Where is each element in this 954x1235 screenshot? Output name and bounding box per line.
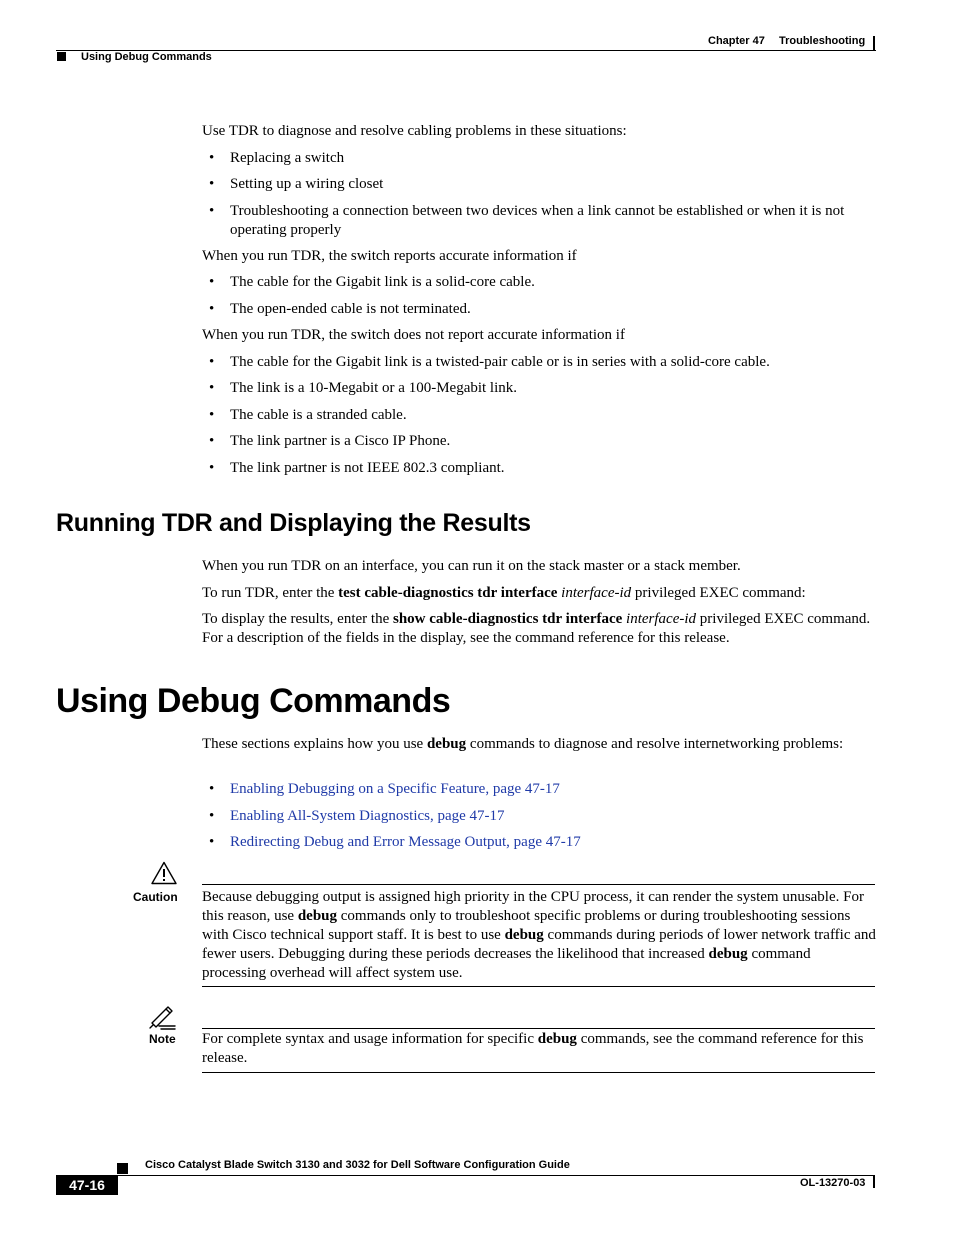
show-tdr-command-paragraph: To display the results, enter the show cable-diagnostics tdr interface interface-id privileged EXEC command. For a description of the fields in the display, see the command reference for this release. — [202, 611, 871, 646]
debug-intro-paragraph: These sections explains how you use debug commands to diagnose and resolve internetworking problems: — [202, 736, 844, 752]
list-item: • The cable is a stranded cable. — [209, 407, 407, 423]
note-bottom-rule — [202, 1072, 875, 1073]
tdr-intro-paragraph: Use TDR to diagnose and resolve cabling problems in these situations: — [202, 123, 627, 139]
pencil-note-icon — [149, 1006, 177, 1030]
header-marker — [57, 52, 66, 61]
list-item: • Enabling All-System Diagnostics, page 47-17 — [209, 807, 877, 826]
command-keyword: show cable-diagnostics tdr interface — [393, 611, 623, 627]
list-item: • The open-ended cable is not terminated. — [209, 301, 471, 317]
tdr-inaccurate-lead: When you run TDR, the switch does not report accurate information if — [202, 327, 625, 343]
page-number-badge: 47-16 — [56, 1175, 118, 1195]
section-heading-debug-commands: Using Debug Commands — [56, 682, 451, 720]
link-all-system-diagnostics[interactable]: Enabling All-System Diagnostics, page 47-17 — [230, 808, 505, 824]
list-item: • Troubleshooting a connection between two devices when a link cannot be established or when it is not operating properly — [209, 203, 845, 238]
list-item: • Enabling Debugging on a Specific Feature, page 47-17 — [209, 780, 877, 799]
list-item: • The link partner is a Cisco IP Phone. — [209, 433, 451, 449]
list-item: • The link is a 10-Megabit or a 100-Megabit link. — [209, 380, 518, 396]
caution-label: Caution — [133, 890, 178, 904]
link-enabling-debugging[interactable]: Enabling Debugging on a Specific Feature, page 47-17 — [230, 781, 560, 797]
footer-rule — [117, 1175, 875, 1176]
header-running-section: Using Debug Commands — [81, 51, 212, 63]
caution-top-rule — [202, 884, 875, 885]
command-keyword: debug — [426, 736, 467, 752]
section-heading-running-tdr: Running TDR and Displaying the Results — [56, 509, 531, 537]
list-item: • Redirecting Debug and Error Message Output, page 47-17 — [209, 833, 877, 852]
footer-tick — [873, 1175, 875, 1188]
list-item: • Replacing a switch — [209, 150, 345, 166]
header-chapter-number: Chapter 47 — [708, 35, 765, 47]
list-item: • The link partner is not IEEE 802.3 compliant. — [209, 460, 505, 476]
footer-guide-title: Cisco Catalyst Blade Switch 3130 and 3032 for Dell Software Configuration Guide — [145, 1159, 570, 1171]
command-keyword: test cable-diagnostics tdr interface — [338, 585, 558, 601]
command-argument: interface-id — [626, 611, 697, 627]
footer-marker — [117, 1163, 128, 1174]
list-item: • The cable for the Gigabit link is a solid-core cable. — [209, 274, 535, 290]
run-tdr-command-paragraph: To run TDR, enter the test cable-diagnostics tdr interface interface-id privileged EXEC command: — [202, 585, 806, 601]
tdr-accurate-lead: When you run TDR, the switch reports accurate information if — [202, 248, 577, 264]
list-item: • Setting up a wiring closet — [209, 176, 384, 192]
link-redirecting-debug-output[interactable]: Redirecting Debug and Error Message Output, page 47-17 — [230, 834, 581, 850]
running-tdr-paragraph: When you run TDR on an interface, you can run it on the stack master or a stack member. — [202, 558, 741, 574]
caution-text: Because debugging output is assigned high priority in the CPU process, it can render the system unusable. For this reason, use debug commands only to troubleshoot specific problems or during troubleshooting sessions with Cisco technical support staff. It is best to use debug commands during periods of lower network traffic and fewer users. Debugging during these periods decreases the likelihood that increased debug command processing overhead will affect system use. — [202, 889, 876, 981]
header-tick — [873, 36, 875, 51]
note-label: Note — [149, 1032, 176, 1046]
note-top-rule — [202, 1028, 875, 1029]
command-argument: interface-id — [561, 585, 632, 601]
note-text: For complete syntax and usage information for specific debug commands, see the command reference for this release. — [202, 1031, 864, 1066]
warning-triangle-icon — [151, 861, 177, 885]
list-item: • The cable for the Gigabit link is a twisted-pair cable or is in series with a solid-core cable. — [209, 354, 770, 370]
caution-bottom-rule — [202, 986, 875, 987]
header-chapter-title: Troubleshooting — [779, 35, 866, 47]
footer-doc-number: OL-13270-03 — [800, 1177, 866, 1189]
